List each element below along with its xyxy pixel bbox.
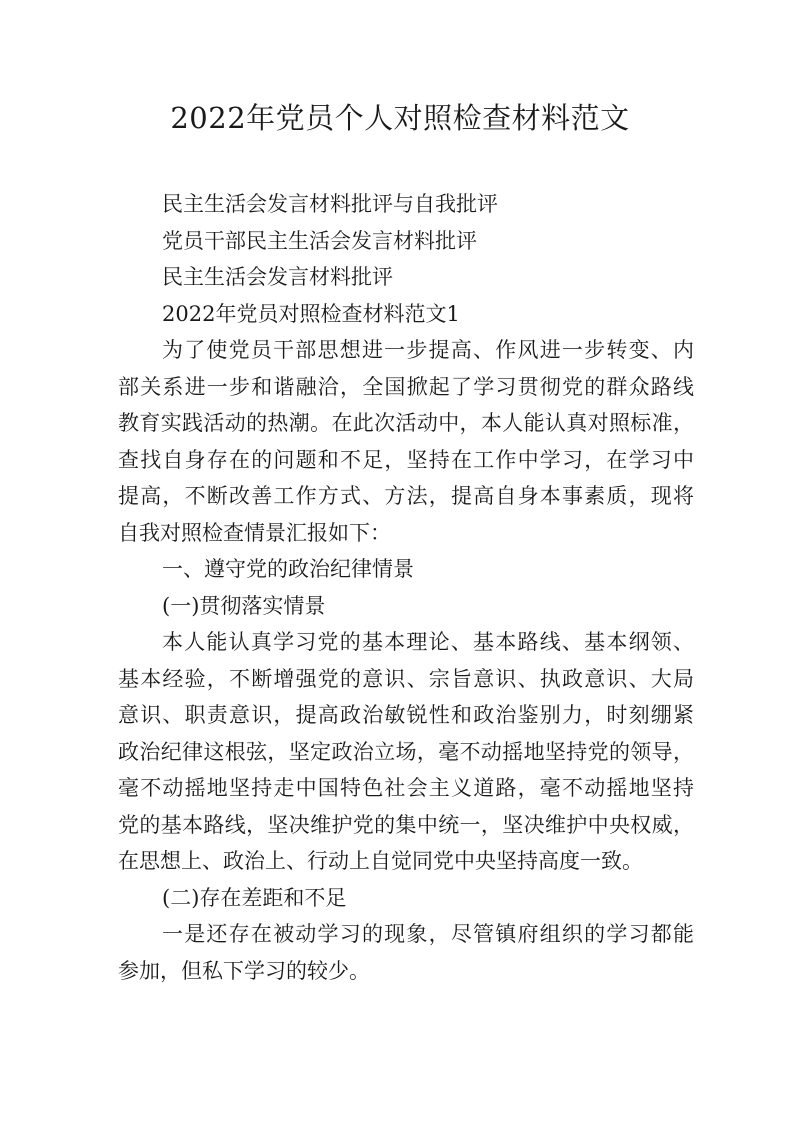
paragraph-line: 党的基本路线，坚决维护党的集中统一，坚决维护中央权威， [118,812,694,837]
paragraph-line: 一是还存在被动学习的现象，尽管镇府组织的学习都能 [162,922,694,946]
text-line-subtitle-1: 民主生活会发言材料批评与自我批评 [162,192,498,216]
paragraph-line: 为了使党员干部思想进一步提高、作风进一步转变、内 [162,338,694,362]
paragraph-line: 在思想上、政治上、行动上自觉同党中央坚持高度一致。 [118,849,643,873]
document-title: 2022年党员个人对照检查材料范文 [170,101,630,135]
section-heading-text-1: 2022年党员对照检查材料范文1 [162,301,460,326]
paragraph-line: 政治纪律这根弦，坚定政治立场，毫不动摇地坚持党的领导， [118,739,694,764]
paragraph-line: 意识、职责意识，提高政治敏锐性和政治鉴别力，时刻绷紧 [118,703,694,727]
paragraph-line: 自我对照检查情景汇报如下： [118,520,391,545]
document-body [118,186,694,989]
subsection-heading: (二)存在差距和不足 [162,885,347,910]
paragraph-line: 教育实践活动的热潮。在此次活动中，本人能认真对照标准， [118,411,694,435]
subsection-heading: (一)贯彻落实情景 [162,593,326,618]
paragraph-line: 基本经验，不断增强党的意识、宗旨意识、执政意识、大局 [118,666,694,691]
paragraph-line: 部关系进一步和谐融洽，全国掀起了学习贯彻党的群众路线 [118,374,694,399]
section-heading: 一、遵守党的政治纪律情景 [162,557,414,581]
paragraph-line: 提高，不断改善工作方式、方法，提高自身本事素质，现将 [118,484,694,508]
paragraph-line: 查找自身存在的问题和不足，坚持在工作中学习，在学习中 [118,447,694,472]
paragraph-line: 本人能认真学习党的基本理论、基本路线、基本纲领、 [162,630,694,654]
paragraph-line: 毫不动摇地坚持走中国特色社会主义道路，毫不动摇地坚持 [118,776,694,800]
text-line-subtitle-3: 民主生活会发言材料批评 [162,265,393,289]
text-line-subtitle-2: 党员干部民主生活会发言材料批评 [162,228,477,253]
paragraph-line: 参加，但私下学习的较少。 [118,958,370,983]
